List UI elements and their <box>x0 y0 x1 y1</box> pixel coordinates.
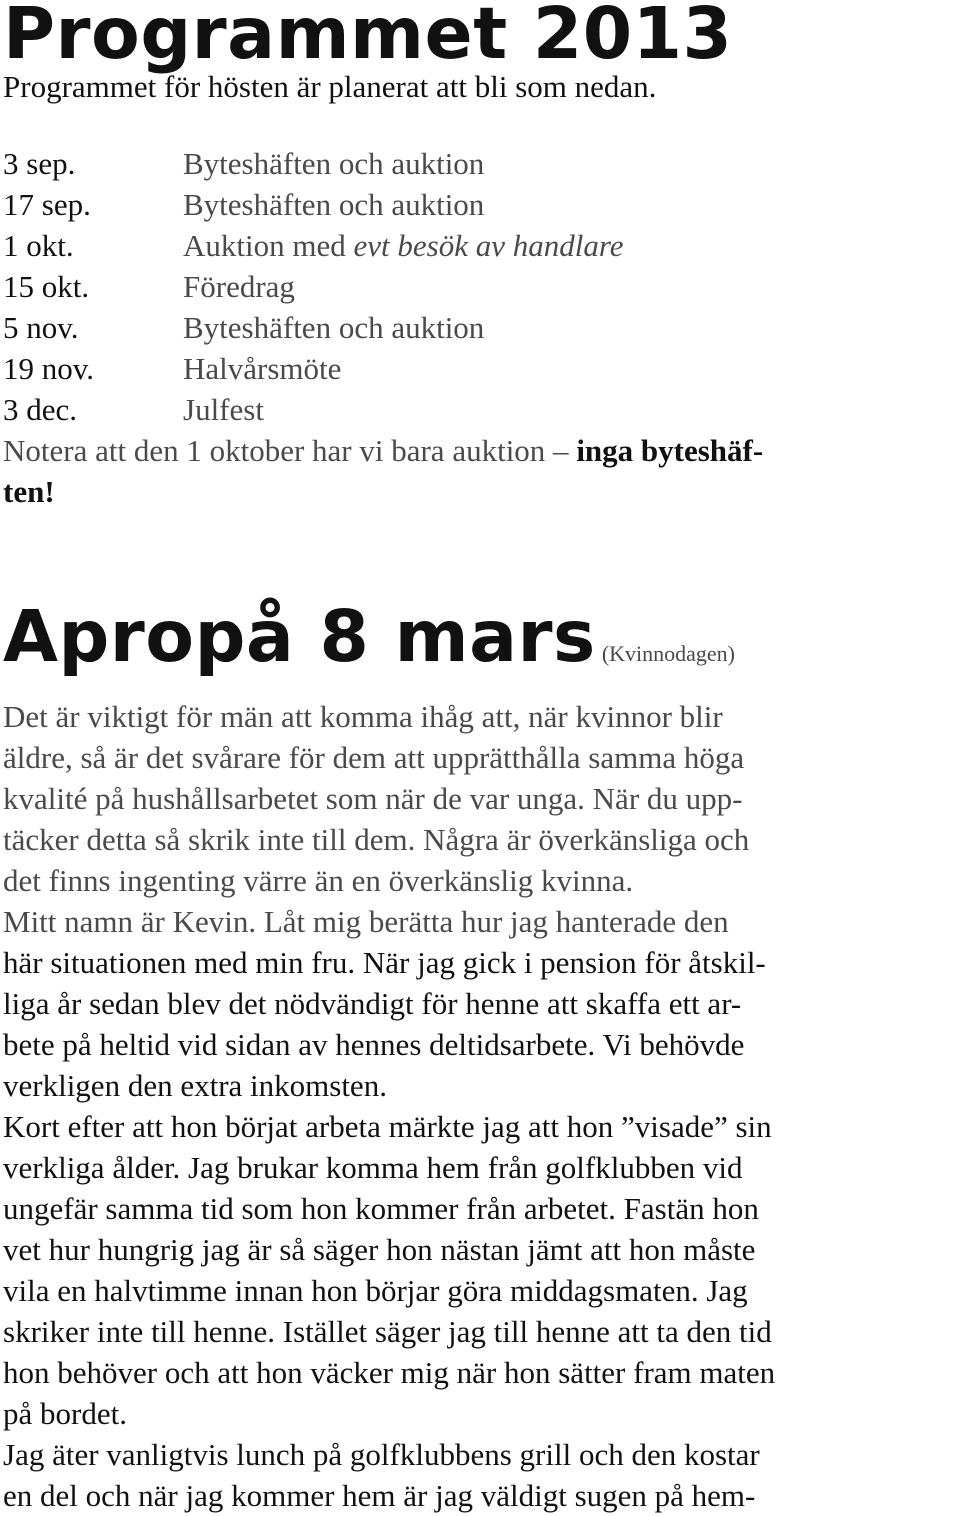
intro-text: Programmet för hösten är planerat att bli som nedan. <box>3 69 657 104</box>
schedule-event: Julfest <box>183 392 264 427</box>
page-title: Programmet 2013 <box>3 0 733 75</box>
schedule-item <box>3 307 957 348</box>
article-line: på bordet. <box>3 1396 127 1431</box>
schedule-item <box>3 389 957 430</box>
schedule-date: 19 nov. <box>3 351 94 386</box>
schedule-item <box>3 348 957 389</box>
article-line: det finns ingenting värre än en överkänslig kvinna. <box>3 863 634 898</box>
article-line: kvalité på hushållsarbetet som när de var unga. När du upp- <box>3 781 743 816</box>
schedule-date: 3 sep. <box>3 146 76 181</box>
article-line: bete på heltid vid sidan av hennes deltidsarbete. Vi behövde <box>3 1027 745 1062</box>
article-line: äldre, så är det svårare för dem att upprätthålla samma höga <box>3 740 745 775</box>
article-title: Apropå 8 mars <box>3 595 596 678</box>
article-line: Jag äter vanligtvis lunch på golfklubbens grill och den kostar <box>3 1437 760 1472</box>
schedule-note <box>3 430 957 512</box>
article-body <box>3 696 957 1516</box>
schedule-event: Byteshäften och auktion <box>183 187 485 222</box>
document-page <box>3 0 957 1516</box>
article-line: skriker inte till henne. Istället säger jag till henne att ta den tid <box>3 1314 772 1349</box>
article-line: vet hur hungrig jag är så säger hon nästan jämt att hon måste <box>3 1232 756 1267</box>
article-line: Kort efter att hon börjat arbeta märkte jag att hon ”visade” sin <box>3 1109 772 1144</box>
schedule-date: 17 sep. <box>3 187 91 222</box>
article-line: här situationen med min fru. När jag gick i pension för åtskil- <box>3 945 766 980</box>
article-line: Det är viktigt för män att komma ihåg att, när kvinnor blir <box>3 699 723 734</box>
schedule-date: 1 okt. <box>3 228 74 263</box>
article-line: en del och när jag kommer hem är jag väldigt sugen på hem- <box>3 1478 756 1513</box>
schedule-item <box>3 225 957 266</box>
schedule-date: 3 dec. <box>3 392 78 427</box>
note-emphasis-end: ten! <box>3 474 55 509</box>
schedule-list <box>3 143 957 430</box>
schedule-event: Byteshäften och auktion <box>183 310 485 345</box>
note-emphasis: inga byteshäf- <box>576 433 764 468</box>
schedule-event: Halvårsmöte <box>183 351 342 386</box>
schedule-event-italic: evt besök av handlare <box>353 228 624 263</box>
schedule-event-text: Auktion med <box>183 228 354 263</box>
article-line: verkligen den extra inkomsten. <box>3 1068 387 1103</box>
article-subtitle: (Kvinnodagen) <box>601 641 735 666</box>
schedule-event: Byteshäften och auktion <box>183 146 485 181</box>
article-line: vila en halvtimme innan hon börjar göra middagsmaten. Jag <box>3 1273 748 1308</box>
schedule-event <box>183 225 624 266</box>
article-heading <box>3 592 957 696</box>
schedule-date: 5 nov. <box>3 310 79 345</box>
article-line: liga år sedan blev det nödvändigt för henne att skaffa ett ar- <box>3 986 742 1021</box>
schedule-date: 15 okt. <box>3 269 90 304</box>
schedule-item <box>3 143 957 184</box>
article-line: verkliga ålder. Jag brukar komma hem från golfklubben vid <box>3 1150 743 1185</box>
article-line: ungefär samma tid som hon kommer från arbetet. Fastän hon <box>3 1191 759 1226</box>
schedule-event: Föredrag <box>183 269 295 304</box>
note-text: Notera att den 1 oktober har vi bara auktion – <box>3 433 577 468</box>
article-line: hon behöver och att hon väcker mig när hon sätter fram maten <box>3 1355 776 1390</box>
schedule-item <box>3 266 957 307</box>
schedule-item <box>3 184 957 225</box>
article-line: täcker detta så skrik inte till dem. Några är överkänsliga och <box>3 822 750 857</box>
article-line: Mitt namn är Kevin. Låt mig berätta hur jag hanterade den <box>3 904 729 939</box>
